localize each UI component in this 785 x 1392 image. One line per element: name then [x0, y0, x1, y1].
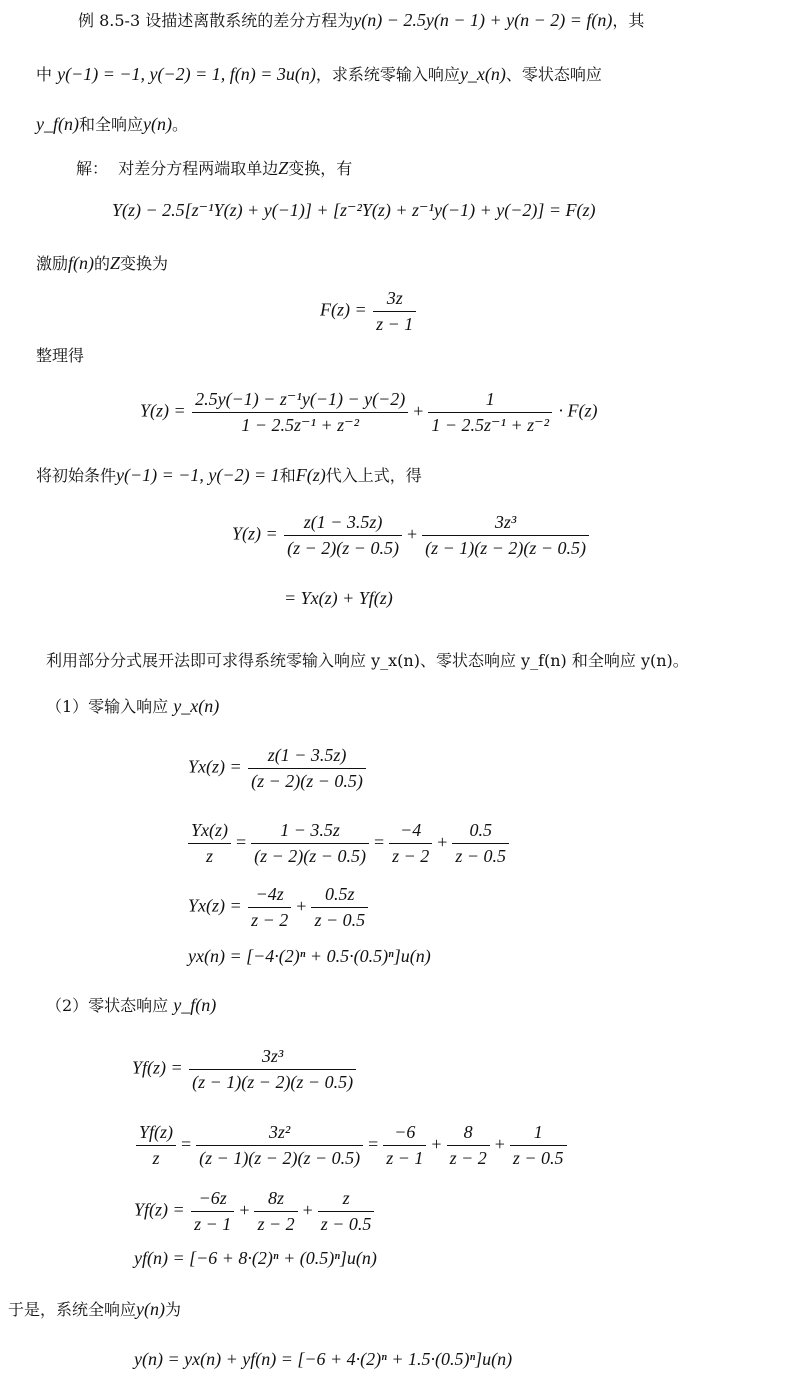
part1-heading: （1）零输入响应 y_x(n)	[46, 696, 220, 716]
zero-input-symbol: y_x(n)	[459, 64, 506, 84]
partial-fraction-text: 利用部分分式展开法即可求得系统零输入响应 y_x(n)、零状态响应 y_f(n) 和全响应 y(n)。	[46, 651, 689, 670]
problem-label: 例 8.5-3 设描述离散系统的差分方程为	[78, 11, 354, 30]
part2-eq3: Yf(z) = $\frac{-6z}{z - 1}$ + $\frac{8z}{z - 2}$ + $\frac{z}{z - 0.5}$	[134, 1188, 376, 1235]
part1-eq3: Yx(z) = $\frac{-4z}{z - 2}$ + $\frac{0.5z}{z - 0.5}$	[188, 884, 370, 931]
problem-line-2: 中 y(−1) = −1, y(−2) = 1, f(n) = 3u(n)，求系统零输入响应y_x(n)、零状态响应	[36, 64, 602, 84]
Fz-equation: F(z) = $\frac{3z}{z - 1}$	[320, 288, 418, 335]
excitation-line: 激励f(n)的Z变换为	[36, 253, 169, 273]
final-result: y(n) = yx(n) + yf(n) = [−6 + 4·(2)ⁿ + 1.5·(0.5)ⁿ]u(n)	[134, 1349, 513, 1369]
Fz-fraction: $\frac{3z}{z - 1}$	[373, 288, 416, 335]
Yz-substituted-equation: Y(z) = $\frac{z(1 - 3.5z)}{(z - 2)(z - 0.5)}$ + $\frac{\text{3z³}}{(z - 1)(z - 2)(z - 0.5)}$	[232, 512, 591, 559]
difference-equation: y(n) − 2.5y(n − 1) + y(n − 2) = f(n)	[353, 10, 613, 30]
part2-eq1: Yf(z) = $\frac{\text{3z³}}{(z - 1)(z - 2)(z - 0.5)}$	[132, 1046, 358, 1093]
full-response-symbol: y(n)	[143, 114, 172, 134]
part1-eq2: $\frac{Yx(z)}{z}$ = $\frac{1 - 3.5z}{(z - 2)(z - 0.5)}$ = $\frac{-4}{z - 2}$ + $\frac{0.5}{z - 0.5}$	[186, 820, 511, 867]
part1-eq1: Yx(z) = $\frac{z(1 - 3.5z)}{(z - 2)(z - 0.5)}$	[188, 745, 368, 792]
substitution-line: 将初始条件y(−1) = −1, y(−2) = 1和F(z)代入上式，得	[36, 465, 422, 485]
part2-eq2: $\frac{Yf(z)}{z}$ = $\frac{\text{3z²}}{(z - 1)(z - 2)(z - 0.5)}$ = $\frac{-6}{z - 1}$ + $\frac{8}{z - 2}$ + $\frac{1}{z - 0.5}$	[134, 1122, 569, 1169]
Yz-general-equation: Y(z) = $\frac{\text{2.5y(−1) − z⁻¹y(−1) − y(−2)}}{\text{1 − 2.5z⁻¹ + z⁻²}}$ + $\frac{1}{\text{1 − 2.5z⁻¹ + z⁻²}}$ · F(z)	[140, 389, 598, 435]
arrange-text: 整理得	[36, 346, 85, 365]
solution-intro: 解： 对差分方程两端取单边Z变换，有	[76, 158, 353, 178]
conclusion-line: 于是，系统全响应y(n)为	[8, 1299, 182, 1319]
part2-result: yf(n) = [−6 + 8·(2)ⁿ + (0.5)ⁿ]u(n)	[134, 1248, 377, 1268]
initial-conditions: y(−1) = −1, y(−2) = 1, f(n) = 3u(n)	[57, 64, 316, 84]
part1-result: yx(n) = [−4·(2)ⁿ + 0.5·(0.5)ⁿ]u(n)	[188, 946, 431, 966]
problem-line-1: 例 8.5-3 设描述离散系统的差分方程为y(n) − 2.5y(n − 1) + y(n − 2) = f(n)，其	[78, 10, 645, 30]
zero-state-symbol: y_f(n)	[36, 114, 79, 134]
problem-line-3: y_f(n)和全响应y(n)。	[36, 114, 188, 134]
Yz-split: = Yx(z) + Yf(z)	[284, 588, 393, 608]
solution-label: 解：	[76, 159, 109, 178]
transform-equation: Y(z) − 2.5[z⁻¹Y(z) + y(−1)] + [z⁻²Y(z) + z⁻¹y(−1) + y(−2)] = F(z)	[112, 200, 596, 220]
part2-heading: （2）零状态响应 y_f(n)	[46, 995, 217, 1015]
